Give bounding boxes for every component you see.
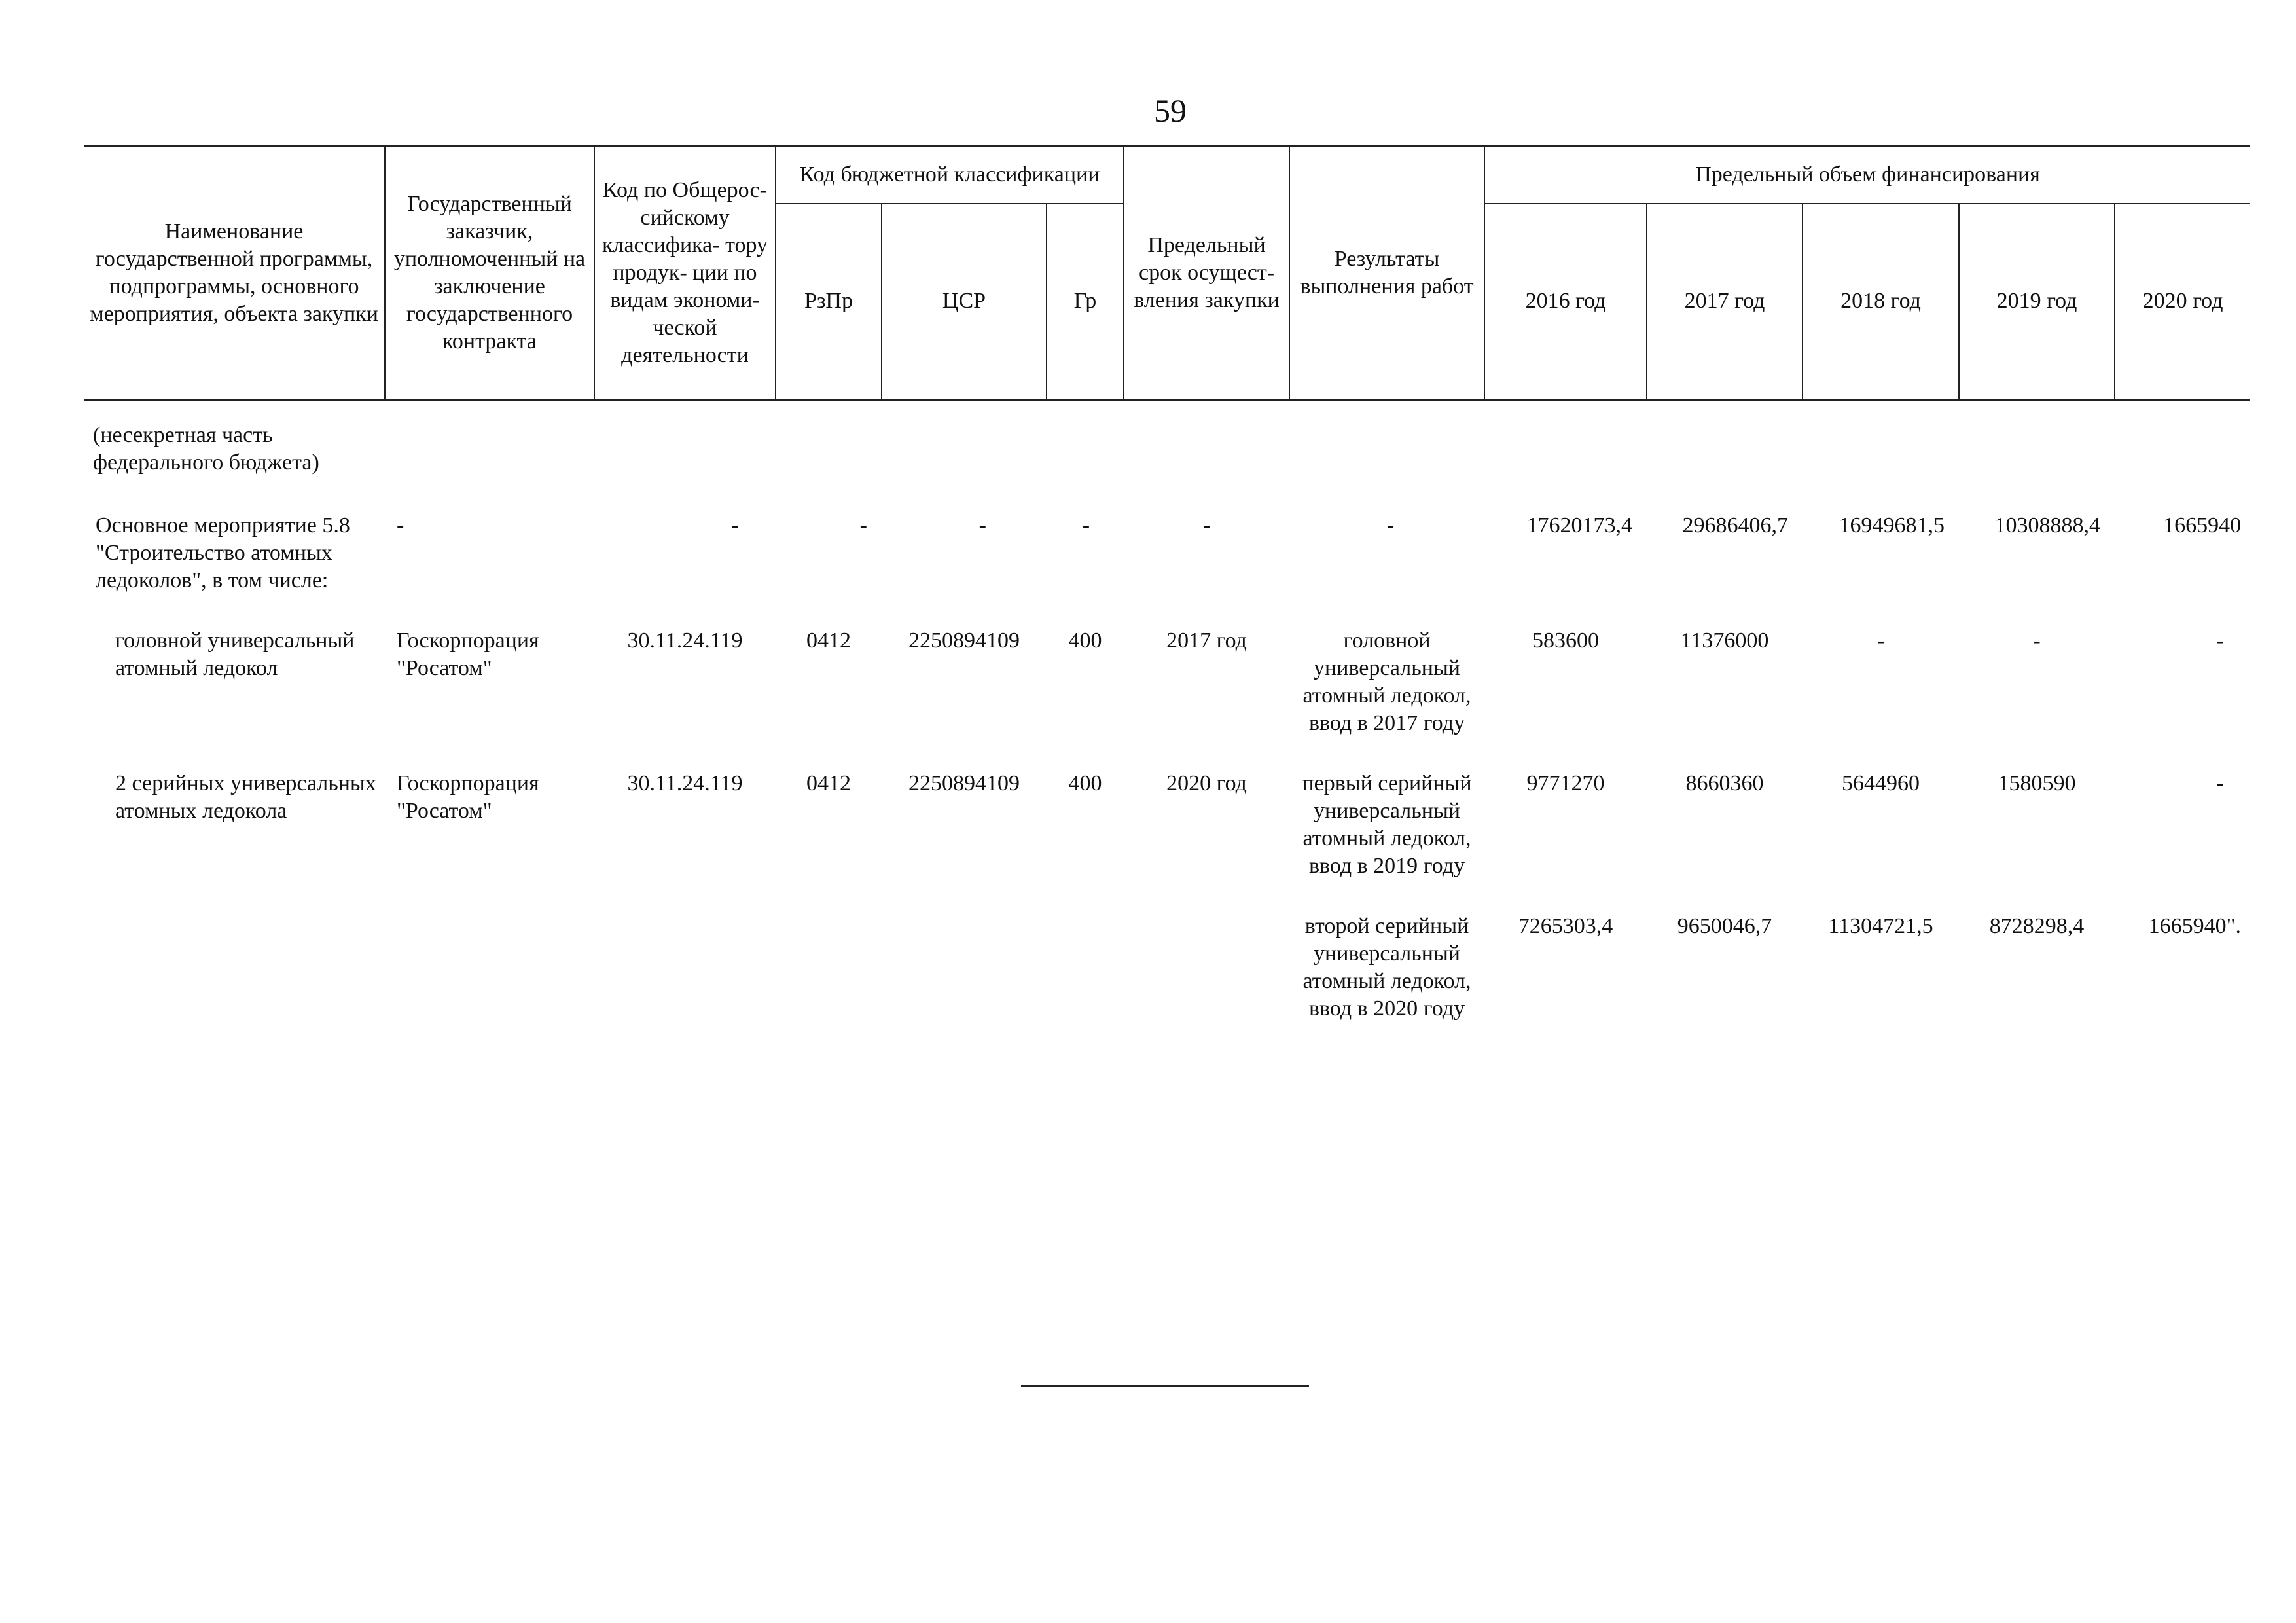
row-gr xyxy=(1047,880,1124,1023)
row-2019: - xyxy=(2033,629,2041,653)
row-2019: 10308888,4 xyxy=(1994,513,2101,538)
row-2016: 9771270 xyxy=(1526,771,1605,795)
row-2020: - xyxy=(2216,629,2225,653)
row-rzpr: 0412 xyxy=(806,629,851,653)
table-row xyxy=(84,737,2250,880)
row-2020: 1665940 xyxy=(2163,513,2242,538)
row-okved: 30.11.24.119 xyxy=(627,771,743,795)
row-2018: 5644960 xyxy=(1842,771,1920,795)
row-okved: 30.11.24.119 xyxy=(627,629,743,653)
row-customer: Госкорпорация "Росатом" xyxy=(397,629,539,680)
table-header xyxy=(84,146,2250,400)
row-deadline: 2020 год xyxy=(1166,771,1247,795)
row-csr: 2250894109 xyxy=(908,629,1020,653)
row-deadline xyxy=(1124,880,1289,1023)
table-row xyxy=(84,880,2250,1023)
row-2020: 1665940". xyxy=(2148,914,2242,938)
row-name xyxy=(84,880,385,1023)
row-results: первый серийный универсальный атомный ледокол, ввод в 2019 году xyxy=(1302,771,1472,878)
header-year-2017: 2017 год xyxy=(1647,204,1803,400)
row-2020: - xyxy=(2216,771,2225,795)
row-csr: - xyxy=(978,513,986,538)
row-rzpr xyxy=(776,880,882,1023)
header-gr: Гр xyxy=(1047,204,1124,400)
header-name: Наименование государственной программы, подпрограммы, основного мероприятия, объекта закупки xyxy=(84,146,385,400)
row-customer: - xyxy=(397,513,404,538)
header-year-2018: 2018 год xyxy=(1803,204,1959,400)
procurement-table xyxy=(84,145,2250,1023)
row-results: второй серийный универсальный атомный ледокол, ввод в 2020 году xyxy=(1302,914,1471,1021)
row-rzpr: 0412 xyxy=(806,771,851,795)
row-rzpr: - xyxy=(859,513,867,538)
header-funding-group: Предельный объем финансирования xyxy=(1484,146,2250,204)
header-year-2016: 2016 год xyxy=(1484,204,1647,400)
closing-rule xyxy=(1021,1385,1309,1387)
row-2016: 583600 xyxy=(1532,629,1600,653)
header-year-2020: 2020 год xyxy=(2115,204,2250,400)
row-results: - xyxy=(1386,513,1395,538)
row-2019: 1580590 xyxy=(1998,771,2076,795)
row-customer xyxy=(385,880,594,1023)
row-2016: 17620173,4 xyxy=(1526,513,1633,538)
row-csr xyxy=(882,880,1047,1023)
row-okved xyxy=(594,880,776,1023)
row-2017: 8660360 xyxy=(1685,771,1764,795)
row-name: 2 серийных универсальных атомных ледокола xyxy=(115,771,376,823)
row-gr: 400 xyxy=(1068,771,1102,795)
table-row xyxy=(84,594,2250,737)
header-rzpr: РзПр xyxy=(776,204,882,400)
table-row xyxy=(84,477,2250,594)
row-2018: 11304721,5 xyxy=(1828,914,1933,938)
table-row xyxy=(84,400,2250,477)
header-customer: Государственный заказчик, уполномоченный на заключение государственного контракта xyxy=(385,146,594,400)
row-deadline: 2017 год xyxy=(1166,629,1247,653)
page-number: 59 xyxy=(1154,92,1187,129)
row-csr: 2250894109 xyxy=(908,771,1020,795)
row-name: Основное мероприятие 5.8 "Строительство атомных ледоколов", в том числе: xyxy=(96,513,350,593)
row-name: головной универсальный атомный ледокол xyxy=(115,629,355,680)
header-csr: ЦСР xyxy=(882,204,1047,400)
row-customer: Госкорпорация "Росатом" xyxy=(397,771,539,823)
row-2016: 7265303,4 xyxy=(1518,914,1613,938)
row-okved: - xyxy=(731,513,739,538)
row-2019: 8728298,4 xyxy=(1989,914,2085,938)
header-deadline: Предельный срок осущест- вления закупки xyxy=(1124,146,1289,400)
header-kbk-group: Код бюджетной классификации xyxy=(776,146,1124,204)
header-results: Результаты выполнения работ xyxy=(1289,146,1484,400)
row-gr: 400 xyxy=(1068,629,1102,653)
row-2018: 16949681,5 xyxy=(1839,513,1945,538)
row-results: головной универсальный атомный ледокол, ввод в 2017 году xyxy=(1302,629,1471,735)
row-2017: 29686406,7 xyxy=(1682,513,1789,538)
row-gr: - xyxy=(1082,513,1090,538)
section-label: (несекретная часть федерального бюджета) xyxy=(93,423,319,475)
header-year-2019: 2019 год xyxy=(1959,204,2115,400)
row-2018: - xyxy=(1876,629,1885,653)
row-2017: 11376000 xyxy=(1680,629,1769,653)
row-2017: 9650046,7 xyxy=(1677,914,1772,938)
row-deadline: - xyxy=(1202,513,1211,538)
header-okved: Код по Общерос- сийскому классифика- тору продук- ции по видам экономи- ческой деятельности xyxy=(594,146,776,400)
